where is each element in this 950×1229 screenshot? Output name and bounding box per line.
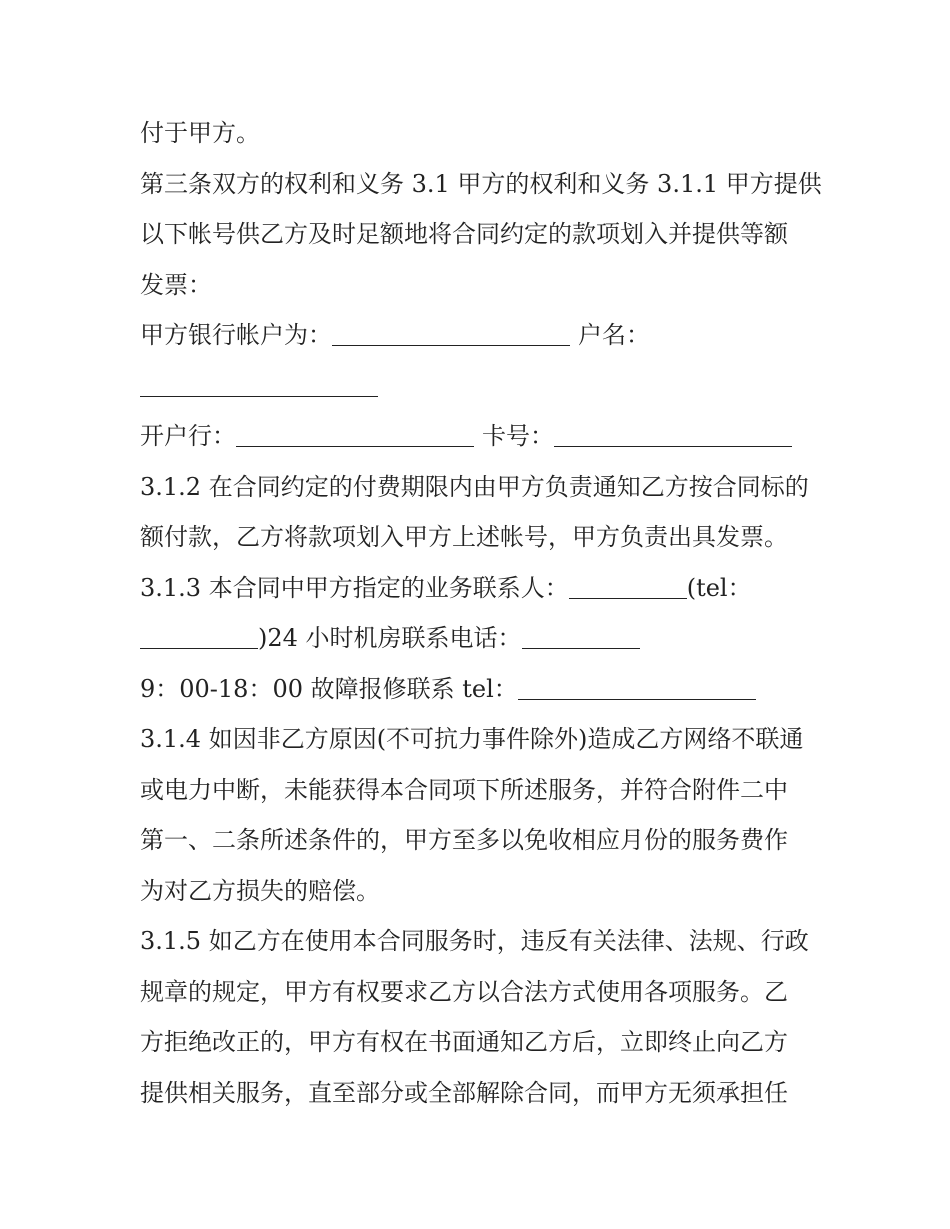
room-phone-blank	[522, 620, 640, 649]
text-line: 3.1.2 在合同约定的付费期限内由甲方负责通知乙方按合同标的	[140, 472, 809, 501]
card-blank	[554, 418, 792, 447]
bank-blank	[236, 418, 474, 447]
contact-line	[140, 563, 820, 614]
text-line: 以下帐号供乙方及时足额地将合同约定的款项划入并提供等额	[140, 220, 788, 248]
repair-blank	[518, 671, 756, 700]
document-body	[140, 108, 820, 1118]
contact-blank	[569, 570, 687, 599]
text-line: 发票：	[140, 270, 212, 299]
account-name-blank	[140, 368, 378, 397]
bank-account-blank	[332, 317, 570, 346]
account-name-label: 户名：	[578, 321, 650, 349]
text-line: 为对乙方损失的赔偿。	[140, 876, 380, 905]
text-line: 额付款，乙方将款项划入甲方上述帐号，甲方负责出具发票。	[140, 523, 788, 551]
text-line: 提供相关服务，直至部分或全部解除合同，而甲方无须承担任	[140, 1078, 788, 1107]
room-phone-label: )24 小时机房联系电话：	[258, 624, 522, 652]
repair-line	[140, 664, 820, 715]
bank-account-label: 甲方银行帐户为：	[140, 321, 332, 349]
card-label: 卡号：	[482, 422, 554, 450]
account-name-blank-line	[140, 361, 820, 412]
text-line: 3.1.5 如乙方在使用本合同服务时，违反有关法律、法规、行政	[140, 927, 809, 955]
text-line: 或电力中断，未能获得本合同项下所述服务，并符合附件二中	[140, 775, 788, 804]
tel-open-label: (tel：	[686, 573, 752, 602]
text-line: 3.1.4 如因非乙方原因(不可抗力事件除外)造成乙方网络不联通	[140, 725, 804, 753]
repair-label: 9：00-18：00 故障报修联系 tel：	[140, 674, 518, 703]
bank-card-line	[140, 411, 820, 462]
text-line: 第三条双方的权利和义务 3.1 甲方的权利和义务 3.1.1 甲方提供	[140, 169, 822, 198]
text-line: 规章的规定，甲方有权要求乙方以合法方式使用各项服务。乙	[140, 977, 788, 1006]
room-phone-line	[140, 613, 820, 664]
contact-label: 3.1.3 本合同中甲方指定的业务联系人：	[140, 573, 569, 602]
tel-blank	[140, 620, 258, 649]
bank-account-line	[140, 310, 820, 361]
text-line: 方拒绝改正的，甲方有权在书面通知乙方后，立即终止向乙方	[140, 1028, 788, 1056]
text-line: 付于甲方。	[140, 119, 260, 147]
bank-label: 开户行：	[140, 422, 236, 450]
text-line: 第一、二条所述条件的，甲方至多以免收相应月份的服务费作	[140, 826, 788, 854]
